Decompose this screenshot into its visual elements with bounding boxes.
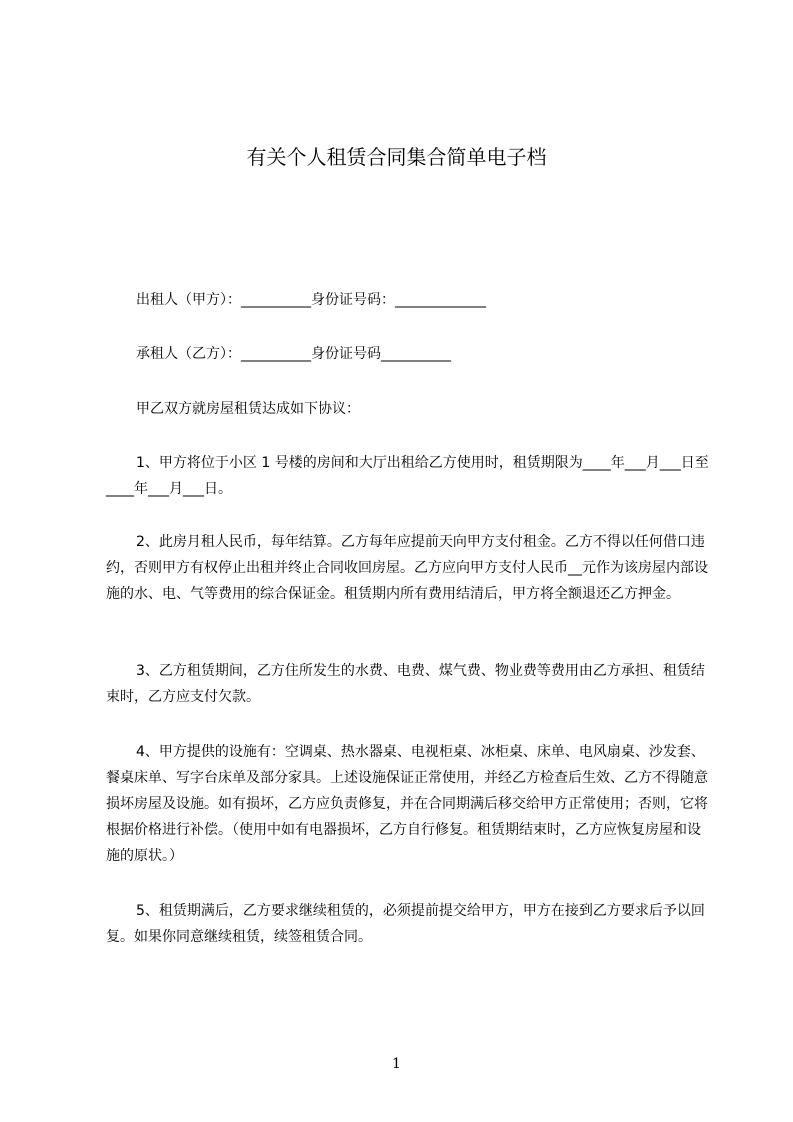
page-number: 1: [392, 1056, 401, 1072]
lessee-line: 承租人（乙方）：__________身份证号码__________: [136, 346, 451, 362]
clause-5: 5、租赁期满后，乙方要求继续租赁的，必须提前提交给甲方，甲方在接到乙方要求后予以回复。如果你同意继续租赁，续签租赁合同。: [106, 903, 705, 945]
document-title: 有关个人租赁合同集合简单电子档: [246, 145, 547, 169]
clause-1: 1、甲方将位于小区 1 号楼的房间和大厅出租给乙方使用时，租赁期限为____年___月___日至____年___月___日。: [106, 455, 709, 497]
lessor-line: 出租人（甲方）：__________身份证号码：_____________: [136, 292, 486, 308]
clause-3: 3、乙方租赁期间，乙方住所发生的水费、电费、煤气费、物业费等费用由乙方承担、租赁结束时，乙方应支付欠款。: [106, 663, 705, 705]
clause-2: 2、此房月租人民币，每年结算。乙方每年应提前天向甲方支付租金。乙方不得以任何借口违约，否则甲方有权停止出租并终止合同收回房屋。乙方应向甲方支付人民币__元作为该房屋内部设施的水、电、气等费用的综合保证金。租赁期内所有费用结清后，甲方将全额退还乙方押金。: [106, 534, 708, 602]
agreement-intro: 甲乙双方就房屋租赁达成如下协议：: [136, 401, 360, 417]
clause-4: 4、甲方提供的设施有：空调桌、热水器桌、电视柜桌、冰柜桌、床单、电风扇桌、沙发套、餐桌床单、写字台床单及部分家具。上述设施保证正常使用，并经乙方检查后生效、乙方不得随意损坏房屋及设施。如有损坏，乙方应负责修复，并在合同期满后移交给甲方正常使用；否则，它将根据价格进行补偿。（使用中如有电器损坏，乙方自行修复。租赁期结束时，乙方应恢复房屋和设施的原状。）: [106, 744, 708, 864]
